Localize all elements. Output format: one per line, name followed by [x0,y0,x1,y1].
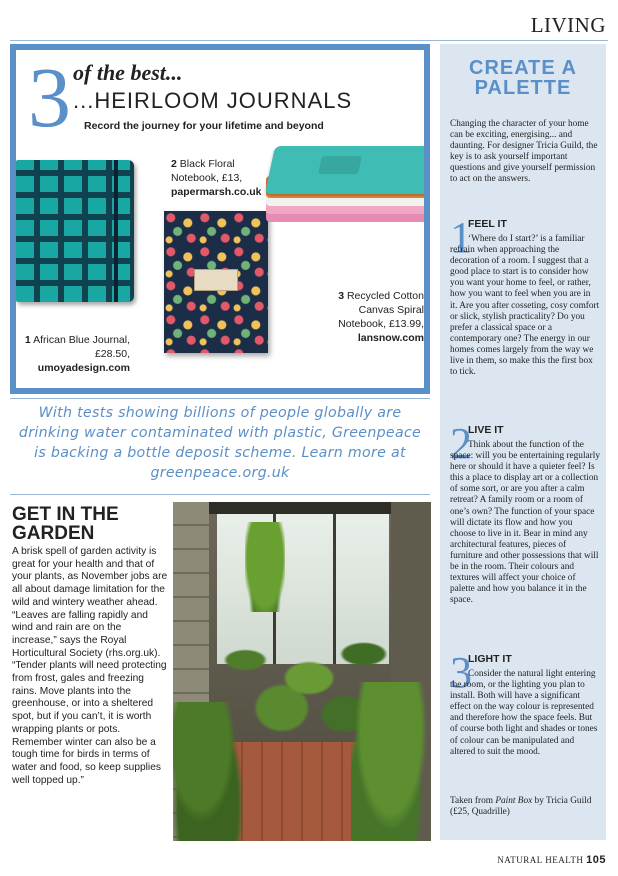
product-site-link[interactable]: lansnow.com [357,332,424,344]
greenpeace-banner: With tests showing billions of people globally are drinking water contaminated with plastic, Greenpeace is backing a bottle deposit scheme. Learn more at greenpeace.org.uk [18,405,422,481]
create-a-palette-panel [440,44,606,840]
palette-credit [450,796,600,818]
step-heading: LIVE IT [468,424,504,436]
credit-prefix: Taken from [450,796,496,806]
product-name: African Blue Journal, £28.50, [33,334,130,360]
banner-top-rule [10,398,430,399]
best-subtitle: Record the journey for your lifetime and beyond [84,120,324,132]
page-footer [497,854,606,866]
greenhouse-photo [173,502,431,841]
top-divider [10,40,608,41]
page-number: 105 [586,854,606,866]
step-number: 3 [450,648,472,697]
product-caption-2 [171,157,281,199]
footer-magazine: NATURAL HEALTH [497,855,584,865]
black-floral-notebook-image [164,211,268,353]
step-number: 2 [450,419,472,468]
product-number: 3 [338,290,345,302]
step-heading: LIGHT IT [468,653,512,665]
step-body: ‘Where do I start?’ is a familiar refrain when approaching the decoration of a room. I suggest that a good place to start is to consider how you want your home to feel, or rather, how you want to feel when you are in it. Are you after cosseting, cosy comfort or slick, stylish practicality? Do you prefer a classical space or a contemporary one? The energy in our homes comes largely from the way we live in them, so make this the first box to tick. [450,234,600,378]
banner-bottom-rule [10,494,430,495]
credit-book-title: Paint Box [495,796,533,806]
garden-title: GET IN THE GARDEN [12,504,119,544]
three-of-the-best-box [10,44,430,394]
product-number: 2 [171,158,177,170]
product-caption-3 [312,289,424,345]
product-number: 1 [24,334,31,346]
product-name: Recycled Cotton Canvas Spiral Notebook, £13.99, [338,290,424,330]
step-body: Think about the function of the space: will you be entertaining regularly here or should it have a quieter feel? Is this a place to display art or a collection of some sort, or are you after a calm retreat? A family room or a room of one’s own? The function of your space will dictate its flow and how you choose to live in it. Bear in mind any architectural features, pieces of furniture and other possessions that will be in the room. Their colours and textures will affect your choice of palette and how you balance it in the space. [450,440,600,606]
product-caption-1 [20,333,130,375]
product-name: Black Floral Notebook, £13, [171,158,243,184]
best-heading-line1: of the best... [73,60,183,85]
credit-suffix: by Tricia Guild (£25, Quadrille) [450,796,592,818]
palette-title: CREATE A PALETTE [469,57,577,99]
product-site-link[interactable]: papermarsh.co.uk [171,186,262,198]
palette-intro: Changing the character of your home can be exciting, energising... and daunting. For designer Tricia Guild, the key is to ask yourself important questions and give yourself permission to act on the answers. [450,119,598,185]
canvas-spiral-notebooks-image [260,146,430,246]
garden-body: A brisk spell of garden activity is great for your health and that of your plants, as November jobs are all about damage limitation for the wild and wintery weather ahead. “Leaves are falling rapidly and wind and rain are on the increase,” says the Royal Horticultural Society (rhs.org.uk). “Tender plants will need protecting from frost, gales and freezing rains. Move plants into the greenhouse, or into a sheltered spot, but if you can’t, it is worth wrapping plants or pots. Remember winter can also be a tough time for birds in terms of water and food, so keep supplies well topped up.” [12,546,168,786]
step-heading: FEEL IT [468,218,507,230]
step-number: 1 [450,213,472,262]
step-body: Consider the natural light entering the room, or the lighting you plan to install. Both will have a significant effect on the way colour is represented and therefore how the space feels. But of course both light and shades or tones of colour can be manipulated and altered to suit the mood. [450,669,598,757]
best-heading-line2: ...HEIRLOOM JOURNALS [73,88,353,113]
product-site-link[interactable]: umoyadesign.com [37,362,130,374]
african-blue-journal-image [16,160,134,302]
section-label: LIVING [530,13,606,37]
best-number: 3 [28,49,71,145]
